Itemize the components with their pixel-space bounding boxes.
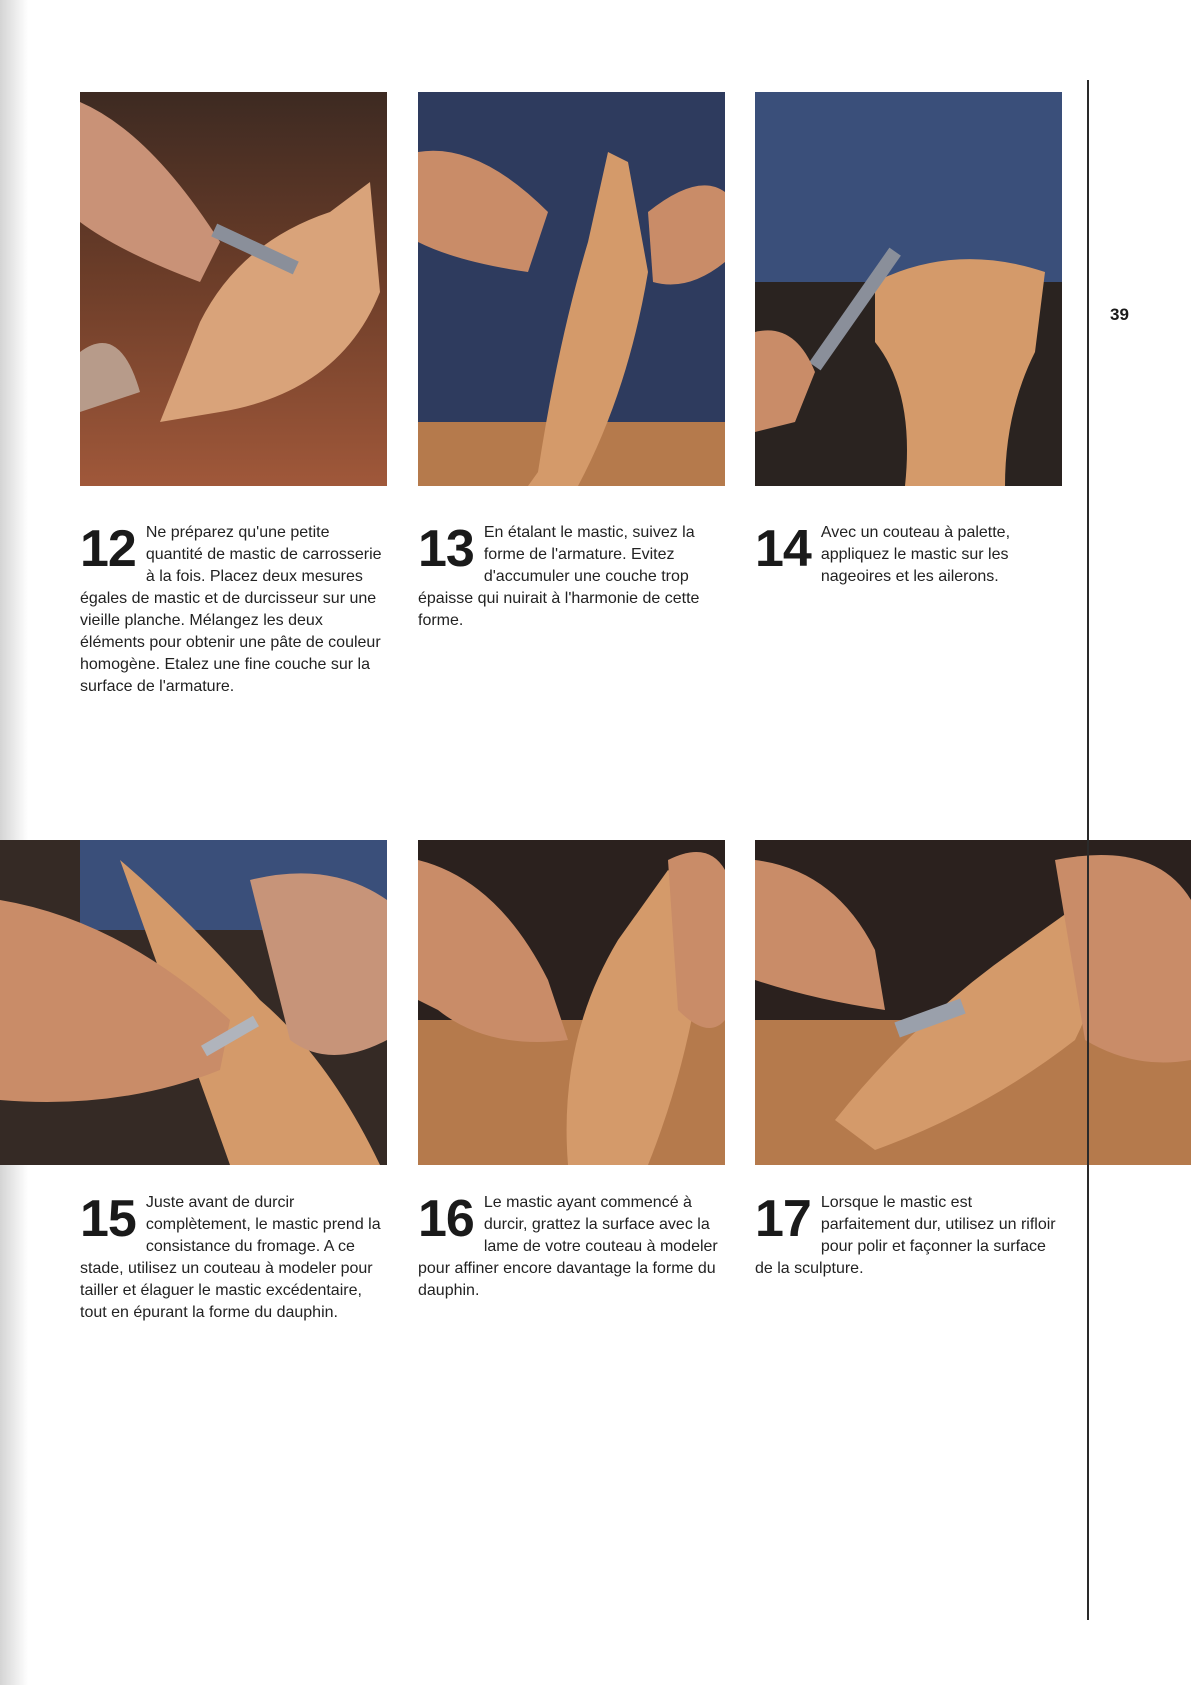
step-13 <box>418 522 728 632</box>
step-text: Lorsque le mastic est parfaitement dur, utilisez un rifloir pour polir et façonner la surface de la sculpture. <box>755 1194 1056 1277</box>
step-number: 13 <box>418 520 474 578</box>
step-15 <box>80 1192 390 1324</box>
step-number: 12 <box>80 520 136 578</box>
step-text: Le mastic ayant commencé à durcir, grattez la surface avec la lame de votre couteau à modeler pour affiner encore davantage la forme du dauphin. <box>418 1194 718 1299</box>
step-number: 16 <box>418 1190 474 1248</box>
photo-step-13 <box>418 92 725 486</box>
step-number: 15 <box>80 1190 136 1248</box>
step-14 <box>755 522 1065 588</box>
step-17 <box>755 1192 1065 1280</box>
vertical-rule <box>1087 80 1089 1620</box>
step-12 <box>80 522 390 698</box>
step-text: Ne préparez qu'une petite quantité de mastic de carrosserie à la fois. Placez deux mesures égales de mastic et de durcisseur sur une vieille planche. Mélangez les deux éléments pour obtenir une pâte de couleur homogène. Etalez une fine couche sur la surface de l'armature. <box>80 524 382 695</box>
step-number: 14 <box>755 520 811 578</box>
photo-step-17 <box>755 840 1191 1165</box>
page-number: 39 <box>1110 305 1129 324</box>
step-text: En étalant le mastic, suivez la forme de l'armature. Evitez d'accumuler une couche trop épaisse qui nuirait à l'harmonie de cette forme. <box>418 524 700 629</box>
photo-step-16 <box>418 840 725 1165</box>
step-number: 17 <box>755 1190 811 1248</box>
step-16 <box>418 1192 728 1302</box>
photo-step-14 <box>755 92 1062 486</box>
photo-step-15 <box>0 840 387 1165</box>
photo-step-12 <box>80 92 387 486</box>
step-text: Avec un couteau à palette, appliquez le mastic sur les nageoires et les ailerons. <box>820 524 1011 585</box>
step-text: Juste avant de durcir complètement, le mastic prend la consistance du fromage. A ce stade, utilisez un couteau à modeler pour tailler et élaguer le mastic excédentaire, tout en épurant la forme du dauphin. <box>80 1194 381 1321</box>
